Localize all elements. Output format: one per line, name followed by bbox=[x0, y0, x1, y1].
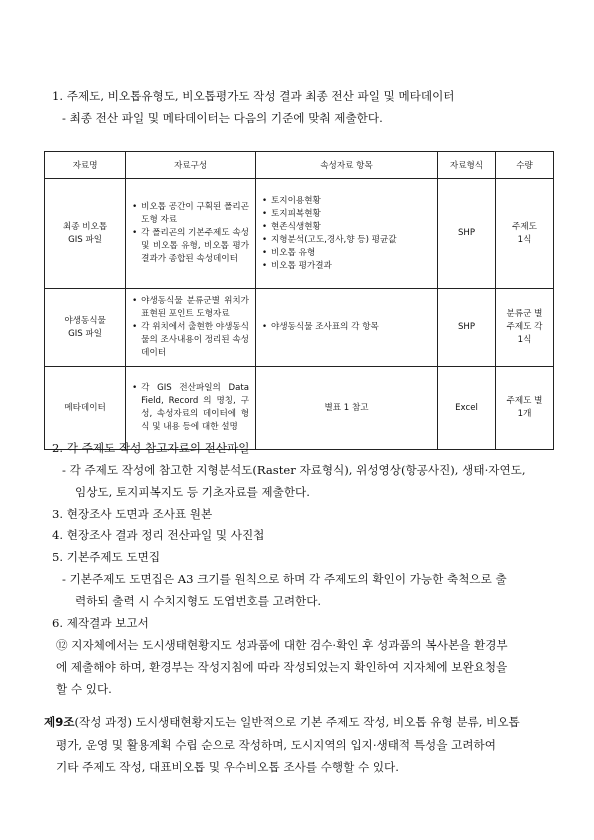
article-9-line-2: 평가, 운영 및 활용계획 수립 순으로 작성하며, 도시지역의 입지·생태적 특성을 고려하여 bbox=[56, 738, 496, 752]
quantity-text: 주제도 별 1개 bbox=[506, 396, 543, 419]
list-item: • 비오톱 유형 bbox=[262, 247, 431, 260]
article-9-line-3: 기타 주제도 작성, 대표비오톱 및 우수비오톱 조사를 수행할 수 있다. bbox=[56, 760, 399, 774]
section-6-heading: 6. 제작결과 보고서 bbox=[52, 616, 149, 630]
row-name-text: 야생동식물 GIS 파일 bbox=[64, 315, 106, 339]
data-spec-table bbox=[44, 151, 554, 450]
header-composition: 자료구성 bbox=[126, 152, 256, 179]
cell-quantity bbox=[496, 289, 554, 367]
table-header-row bbox=[45, 152, 554, 179]
header-data-name: 자료명 bbox=[45, 152, 126, 179]
table-row bbox=[45, 289, 554, 367]
cell-attributes bbox=[256, 179, 438, 289]
section-1-heading: 1. 주제도, 비오톱유형도, 비오톱평가도 작성 결과 최종 전산 파일 및 메타데이터 bbox=[52, 89, 455, 103]
cell-format: Excel bbox=[438, 367, 496, 450]
cell-data-name bbox=[45, 179, 126, 289]
list-item: • 현존식생현황 bbox=[262, 221, 431, 234]
header-quantity: 수량 bbox=[496, 152, 554, 179]
quantity-text: 분류군 별 주제도 각 1식 bbox=[506, 309, 543, 345]
cell-quantity bbox=[496, 367, 554, 450]
cell-composition bbox=[126, 179, 256, 289]
list-item: • 토지피복현황 bbox=[262, 208, 431, 221]
table-row bbox=[45, 179, 554, 289]
header-format: 자료형식 bbox=[438, 152, 496, 179]
row-name-text: 메타데이터 bbox=[64, 402, 106, 413]
table-row bbox=[45, 367, 554, 450]
section-6-paragraph-line-1: ⑫ 지자체에서는 도시생태현황지도 성과품에 대한 검수·확인 후 성과품의 복사본을 환경부 bbox=[56, 638, 508, 652]
article-9-line-1-text: (작성 과정) 도시생태현황지도는 일반적으로 기본 주제도 작성, 비오톱 유형 분류, 비오톱 bbox=[74, 715, 520, 729]
article-9-line-1 bbox=[44, 714, 520, 730]
section-2-body-line-1: - 각 주제도 작성에 참고한 지형분석도(Raster 자료형식), 위성영상(항공사진), 생태·자연도, bbox=[62, 463, 526, 477]
cell-format: SHP bbox=[438, 179, 496, 289]
list-item: • 비오톱 공간이 구획된 폴리곤 도형 자료 bbox=[132, 201, 249, 227]
section-2-body-line-2: 임상도, 토지피복지도 등 기초자료를 제출한다. bbox=[75, 485, 310, 499]
list-item: • 야생동식물 조사표의 각 항목 bbox=[262, 321, 431, 334]
list-item: • 야생동식물 분류군별 위치가 표현된 포인트 도형자료 bbox=[132, 295, 249, 321]
section-5-body-line-1: - 기본주제도 도면집은 A3 크기를 원칙으로 하며 각 주제도의 확인이 가능한 축척으로 출 bbox=[62, 572, 507, 586]
cell-attributes: 별표 1 참고 bbox=[256, 367, 438, 450]
list-item: • 각 GIS 전산파일의 Data Field, Record 의 명칭, 구성, 속성자료의 데이터에 형식 및 내용 등에 대한 설명 bbox=[132, 382, 249, 434]
row-name-text: 최종 비오톱 GIS 파일 bbox=[62, 221, 108, 245]
quantity-text: 주제도 1식 bbox=[512, 221, 537, 245]
section-2-heading: 2. 각 주제도 작성 참고자료의 전산파일 bbox=[52, 441, 250, 455]
list-item: • 각 폴리곤의 기본주제도 속성 및 비오톱 유형, 비오톱 평가결과가 종합된 속성데이터 bbox=[132, 227, 249, 266]
header-attributes: 속성자료 항목 bbox=[256, 152, 438, 179]
section-6-paragraph-line-2: 에 제출해야 하며, 환경부는 작성지침에 따라 작성되었는지 확인하여 지자체에 보완요청을 bbox=[56, 660, 508, 674]
section-5-body-line-2: 력하되 출력 시 수치지형도 도엽번호를 고려한다. bbox=[75, 594, 322, 608]
list-item: • 비오톱 평가결과 bbox=[262, 260, 431, 273]
list-item: • 각 위치에서 출현한 야생동식물의 조사내용이 정리된 속성데이터 bbox=[132, 321, 249, 360]
cell-data-name bbox=[45, 367, 126, 450]
section-6-paragraph-line-3: 할 수 있다. bbox=[56, 682, 112, 696]
section-5-heading: 5. 기본주제도 도면집 bbox=[52, 550, 161, 564]
section-3-heading: 3. 현장조사 도면과 조사표 원본 bbox=[52, 507, 213, 521]
cell-attributes bbox=[256, 289, 438, 367]
section-1-subtext: - 최종 전산 파일 및 메타데이터는 다음의 기준에 맞춰 제출한다. bbox=[62, 111, 383, 125]
cell-composition bbox=[126, 289, 256, 367]
cell-format: SHP bbox=[438, 289, 496, 367]
cell-quantity bbox=[496, 179, 554, 289]
cell-composition bbox=[126, 367, 256, 450]
section-4-heading: 4. 현장조사 결과 정리 전산파일 및 사진첩 bbox=[52, 528, 265, 542]
list-item: • 토지이용현황 bbox=[262, 195, 431, 208]
list-item: • 지형분석(고도,경사,향 등) 평균값 bbox=[262, 234, 431, 247]
article-9-label: 제9조 bbox=[44, 715, 75, 729]
cell-data-name bbox=[45, 289, 126, 367]
